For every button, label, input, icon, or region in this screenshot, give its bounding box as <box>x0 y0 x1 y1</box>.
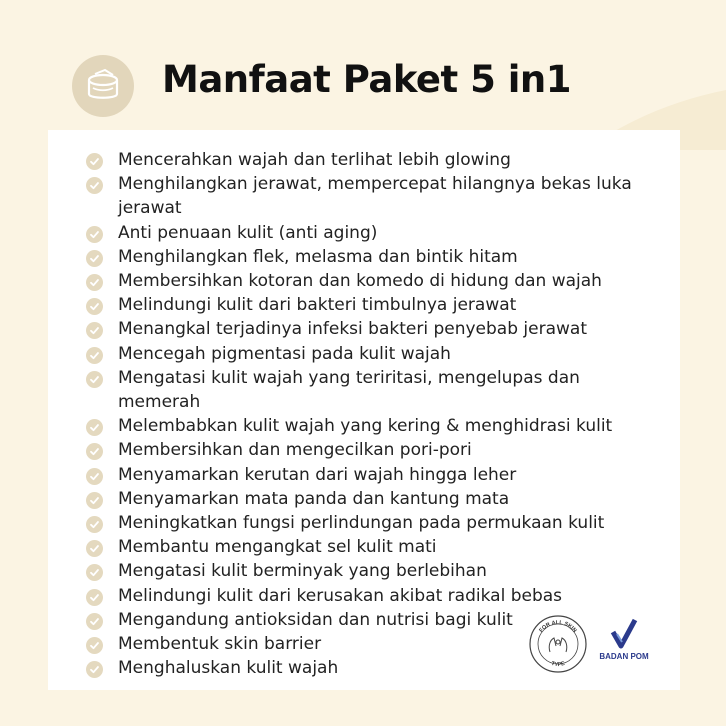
benefit-text: Membantu mengangkat sel kulit mati <box>118 537 437 558</box>
check-icon <box>86 540 103 557</box>
benefit-text: Meningkatkan fungsi perlindungan pada permukaan kulit <box>118 513 605 534</box>
check-icon <box>86 371 103 388</box>
check-icon <box>86 492 103 509</box>
check-icon <box>86 589 103 606</box>
pom-check-icon <box>609 618 639 650</box>
check-icon <box>86 661 103 678</box>
benefit-text: Menyamarkan kerutan dari wajah hingga leher <box>118 464 517 485</box>
check-icon <box>86 443 103 460</box>
benefit-text: Melindungi kulit dari kerusakan akibat radikal bebas <box>118 585 563 606</box>
benefit-text: Menangkal terjadinya infeksi bakteri penyebab jerawat <box>118 319 587 340</box>
benefit-text: Menghaluskan kulit wajah <box>118 658 339 679</box>
check-icon <box>86 177 103 194</box>
check-icon <box>86 564 103 581</box>
benefit-item <box>86 487 666 511</box>
benefit-text: Membersihkan kotoran dan komedo di hidung dan wajah <box>118 271 602 292</box>
benefit-item <box>86 559 666 583</box>
benefit-text: Mengandung antioksidan dan nutrisi bagi kulit <box>118 609 513 630</box>
check-icon <box>86 298 103 315</box>
check-icon <box>86 468 103 485</box>
benefit-item <box>86 317 666 341</box>
hands-icon <box>549 638 567 652</box>
check-icon <box>86 250 103 267</box>
check-icon <box>86 347 103 364</box>
pom-label: BADAN POM <box>599 652 649 661</box>
cream-jar-badge <box>72 55 134 117</box>
benefit-item <box>86 463 666 487</box>
check-icon <box>86 274 103 291</box>
benefit-list <box>86 148 666 680</box>
stamp-top-text: FOR ALL SKIN <box>538 619 578 634</box>
check-icon <box>86 226 103 243</box>
check-icon <box>86 419 103 436</box>
benefit-text: Membersihkan dan mengecilkan pori-pori <box>118 440 472 461</box>
check-icon <box>86 322 103 339</box>
benefit-text: Mencegah pigmentasi pada kulit wajah <box>118 343 451 364</box>
benefit-item <box>86 172 666 220</box>
benefit-text: Menghilangkan flek, melasma dan bintik hitam <box>118 246 518 267</box>
benefit-item <box>86 535 666 559</box>
stamp-bottom-text: TYPE <box>550 660 566 669</box>
benefit-text: Menghilangkan jerawat, mempercepat hilangnya bekas luka jerawat <box>118 174 632 219</box>
benefit-item <box>86 269 666 293</box>
benefit-text: Melindungi kulit dari bakteri timbulnya jerawat <box>118 295 517 316</box>
benefit-item <box>86 342 666 366</box>
benefit-item <box>86 245 666 269</box>
benefit-item <box>86 366 666 414</box>
benefit-text: Menyamarkan mata panda dan kantung mata <box>118 488 510 509</box>
check-icon <box>86 516 103 533</box>
benefit-text: Mengatasi kulit berminyak yang berlebihan <box>118 561 487 582</box>
cream-jar-icon <box>83 66 123 106</box>
check-icon <box>86 613 103 630</box>
benefit-item <box>86 584 666 608</box>
benefit-text: Melembabkan kulit wajah yang kering & menghidrasi kulit <box>118 416 613 437</box>
benefit-item <box>86 438 666 462</box>
benefit-item <box>86 293 666 317</box>
benefit-text: Mengatasi kulit wajah yang teriritasi, mengelupas dan memerah <box>118 367 580 413</box>
check-icon <box>86 637 103 654</box>
benefit-text: Anti penuaan kulit (anti aging) <box>118 222 378 243</box>
badan-pom-logo <box>596 618 652 670</box>
benefit-item <box>86 414 666 438</box>
page-title: Manfaat Paket 5 in1 <box>162 58 571 101</box>
check-icon <box>86 153 103 170</box>
benefit-item <box>86 148 666 172</box>
benefit-item <box>86 511 666 535</box>
benefit-text: Mencerahkan wajah dan terlihat lebih glowing <box>118 150 511 170</box>
benefit-text: Membentuk skin barrier <box>118 634 322 655</box>
benefit-item <box>86 221 666 245</box>
for-all-skin-type-badge <box>528 614 588 674</box>
